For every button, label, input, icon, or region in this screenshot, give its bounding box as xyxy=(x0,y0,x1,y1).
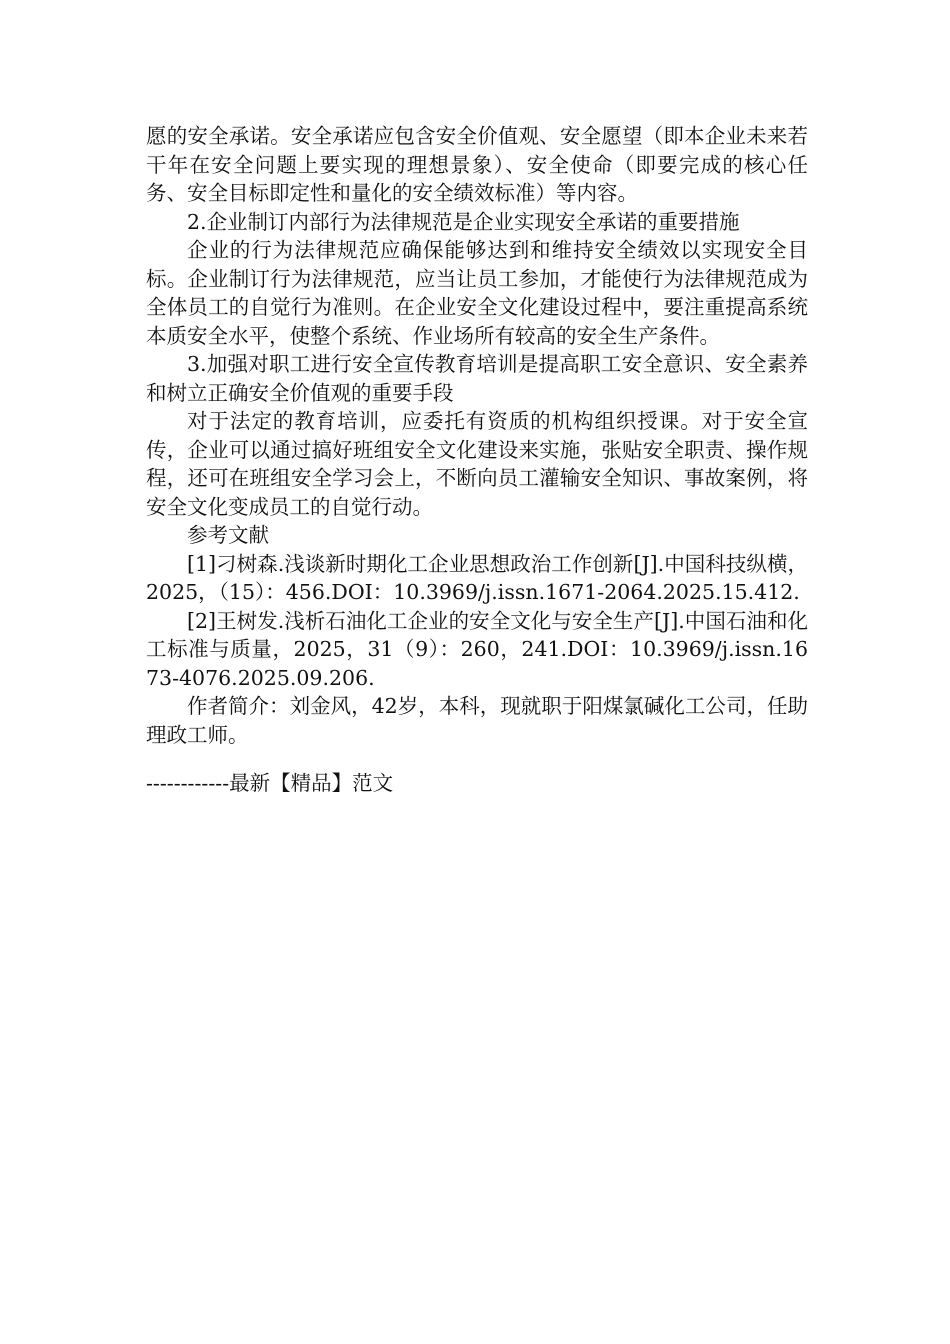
heading-behavior-norms: 2.企业制订内部行为法律规范是企业实现安全承诺的重要措施 xyxy=(187,209,740,234)
paragraph-safety-training: 对于法定的教育培训，应委托有资质的机构组织授课。对于安全宣传，企业可以通过搞好班组安全文化建设来实施，张贴安全职责、操作规程，还可在班组安全学习会上，不断向员工灌输安全知识、事故案例，将安全文化变成员工的自觉行动。 xyxy=(146,409,808,519)
references-heading: 参考文献 xyxy=(187,523,269,547)
author-bio: 作者简介：刘金风，42岁，本科，现就职于阳煤氯碱化工公司，任助理政工师。 xyxy=(146,694,808,747)
reference-2: [2]王树发.浅析石油化工企业的安全文化与安全生产[J].中国石油和化工标准与质量，2025，31（9）：260，241.DOI：10.3969/j.issn.1673-4076.2025.09.206. xyxy=(146,608,808,690)
document-body xyxy=(146,122,808,749)
footer-tagline: ------------最新【精品】范文 xyxy=(146,771,394,795)
heading-safety-training: 3.加强对职工进行安全宣传教育培训是提高职工安全意识、安全素养和树立正确安全价值观的重要手段 xyxy=(146,352,808,405)
reference-1: [1]刁树森.浅谈新时期化工企业思想政治工作创新[J].中国科技纵横，2025，（15）：456.DOI：10.3969/j.issn.1671-2064.2025.15.412. xyxy=(146,551,808,604)
paragraph-safety-commitment: 愿的安全承诺。安全承诺应包含安全价值观、安全愿望（即本企业未来若干年在安全问题上要实现的理想景象）、安全使命（即要完成的核心任务、安全目标即定性和量化的安全绩效标准）等内容。 xyxy=(146,124,808,205)
paragraph-behavior-norms: 企业的行为法律规范应确保能够达到和维持安全绩效以实现安全目标。企业制订行为法律规范，应当让员工参加，才能使行为法律规范成为全体员工的自觉行为准则。在企业安全文化建设过程中，要注重提高系统本质安全水平，使整个系统、作业场所有较高的安全生产条件。 xyxy=(146,238,808,348)
